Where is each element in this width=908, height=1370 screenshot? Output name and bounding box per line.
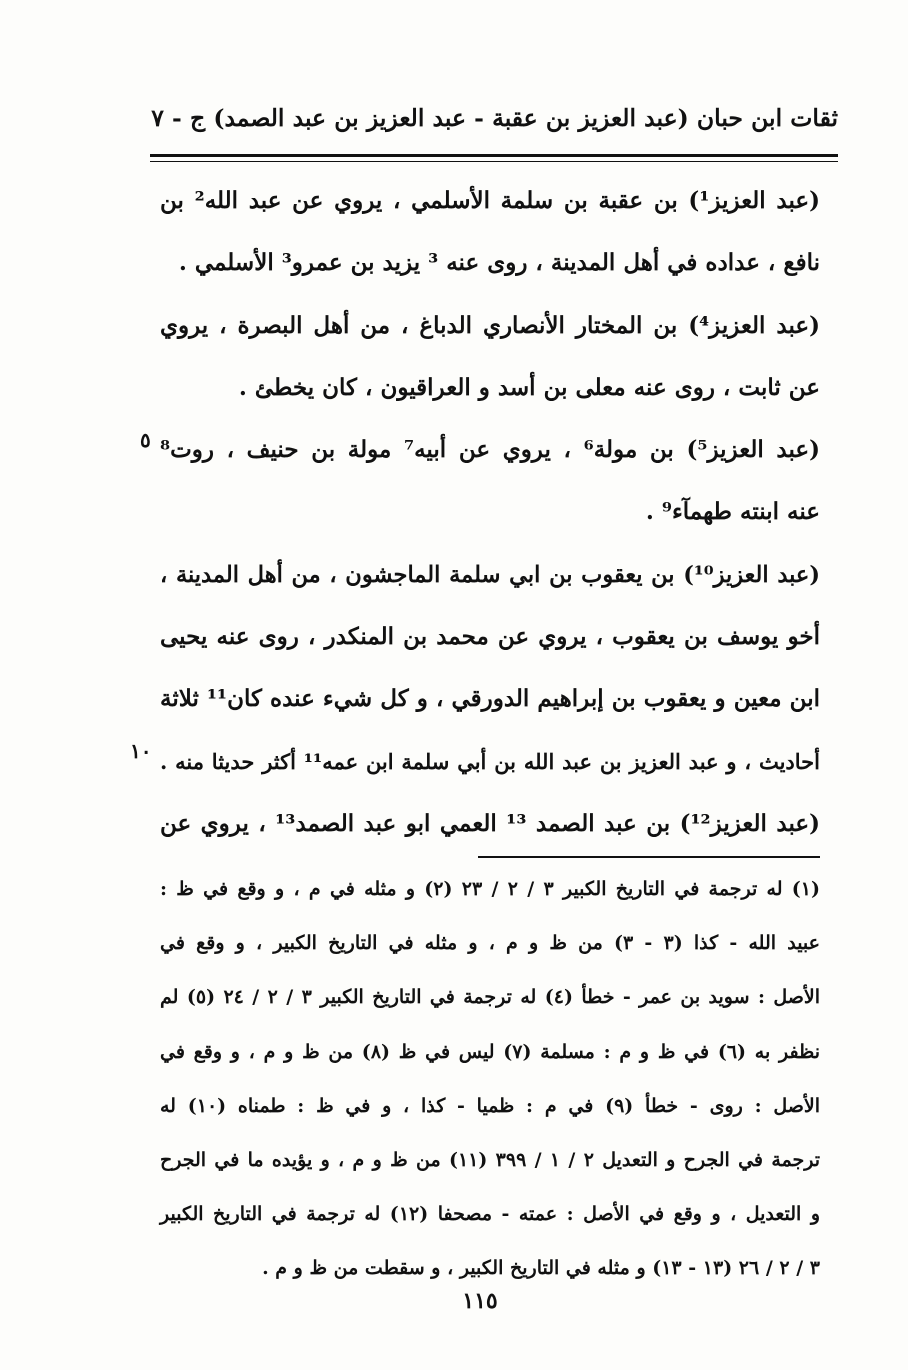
page-number: ١١٥: [462, 1288, 498, 1314]
text-line: نافع ، عداده في أهل المدينة ، روى عنه ³ يزيد بن عمرو³ الأسلمي .: [178, 249, 820, 277]
text-line: عن ثابت ، روى عنه معلى بن أسد و العراقيون ، كان يخطئ .: [238, 373, 820, 401]
footnote-line: ٣ / ٢ / ٢٦ (١٣ - ١٣) و مثله في التاريخ الكبير ، و سقطت من ظ و م .: [262, 1257, 820, 1280]
footnote-line: عبيد الله - كذا (٣ - ٣) من ظ و م ، و مثله في التاريخ الكبير ، و وقع في: [160, 932, 820, 955]
footnote-line: الأصل : سويد بن عمر - خطأ (٤) له ترجمة في التاريخ الكبير ٣ / ٢ / ٢٤ (٥) لم: [160, 986, 821, 1009]
text-line: (عبد العزيز¹²) بن عبد الصمد ¹³ العمي ابو عبد الصمد¹³ ، يروي عن: [160, 809, 820, 837]
text-line: (عبد العزيز⁵) بن مولة⁶ ، يروي عن أبيه⁷ مولة بن حنيف ، روت⁸: [160, 436, 821, 464]
line-number-10: ١٠: [130, 739, 152, 763]
footnotes: [160, 862, 820, 1296]
header-rule-thin: [150, 161, 838, 162]
footnote-rule: [478, 856, 820, 858]
text-line: عنه ابنته طهمآء⁹ .: [645, 498, 820, 526]
footnote-line: ترجمة في الجرح و التعديل ٢ / ١ / ٣٩٩ (١١) من ظ و م ، و يؤيده ما في الجرح: [160, 1148, 821, 1171]
header-rule-thick: [150, 154, 838, 157]
text-line: أخو يوسف بن يعقوب ، يروي عن محمد بن المنكدر ، روى عنه يحيى: [160, 623, 820, 651]
text-line: ابن معين و يعقوب بن إبراهيم الدورقي ، و كل شيء عنده كان¹¹ ثلاثة: [160, 685, 820, 713]
footnote-line: نظفر به (٦) في ظ و م : مسلمة (٧) ليس في ظ (٨) من ظ و م ، و وقع في: [160, 1040, 820, 1063]
text-line: (عبد العزيز¹⁰) بن يعقوب بن ابي سلمة الماجشون ، من أهل المدينة ،: [160, 561, 820, 588]
running-header: ثقات ابن حبان (عبد العزيز بن عقبة - عبد العزيز بن عبد الصمد) ج - ٧: [151, 104, 838, 132]
footnote-line: و التعديل ، و وقع في الأصل : عمته - مصحفا (١٢) له ترجمة في التاريخ الكبير: [160, 1203, 820, 1226]
footnote-line: الأصل : روى - خطأ (٩) في م : ظميا - كذا ، و في ظ : طمناه (١٠) له: [160, 1094, 820, 1117]
text-line: (عبد العزيز⁴) بن المختار الأنصاري الدباغ ، من أهل البصرة ، يروي: [160, 311, 820, 339]
line-number-5: ٥: [140, 428, 151, 452]
main-text: [160, 170, 820, 855]
text-line: أحاديث ، و عبد العزيز بن عبد الله بن أبي سلمة ابن عمه¹¹ أكثر حديثا منه .: [160, 748, 820, 774]
footnote-line: (١) له ترجمة في التاريخ الكبير ٣ / ٢ / ٢٣ (٢) و مثله في م ، و وقع في ظ :: [160, 878, 821, 900]
text-line: (عبد العزيز¹) بن عقبة بن سلمة الأسلمي ، يروي عن عبد الله² بن: [160, 187, 820, 214]
